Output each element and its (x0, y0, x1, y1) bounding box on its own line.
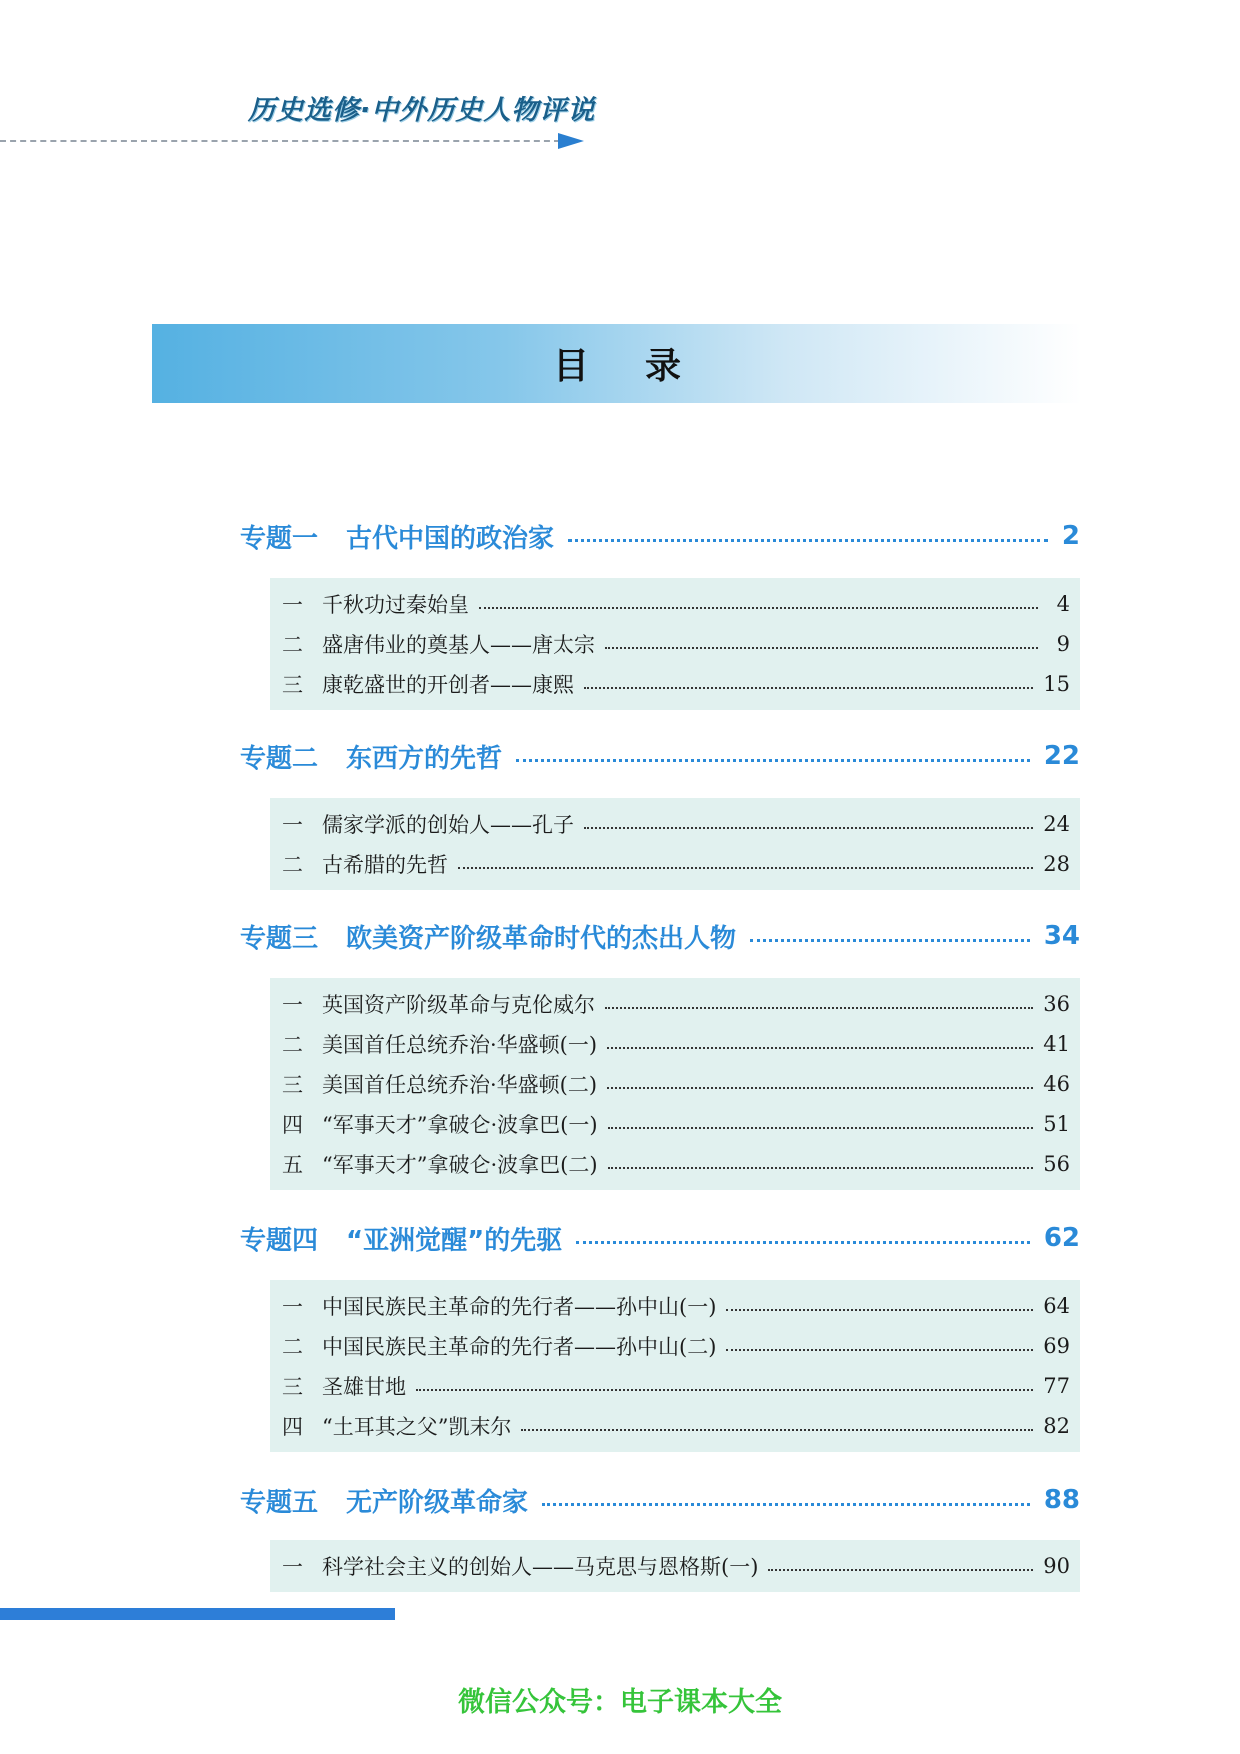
lesson-title: 千秋功过秦始皇 (322, 593, 469, 617)
lesson-page-number: 90 (1043, 1554, 1070, 1578)
lesson-title: 科学社会主义的创始人——马克思与恩格斯(一) (322, 1555, 759, 1579)
dot-leader (416, 1389, 1033, 1391)
section-page-number: 22 (1043, 741, 1080, 771)
toc-section-4[interactable] (240, 1216, 1080, 1260)
toc-section-2[interactable] (240, 734, 1080, 778)
footer-accent-bar (0, 1608, 395, 1620)
toc-lesson[interactable] (282, 1144, 1070, 1184)
toc-section-5[interactable] (240, 1478, 1080, 1522)
lesson-page-number: 24 (1043, 812, 1070, 836)
toc-lesson[interactable] (282, 1326, 1070, 1366)
toc-lesson[interactable] (282, 1286, 1070, 1326)
dot-leader (458, 867, 1033, 869)
toc-lesson[interactable] (282, 1024, 1070, 1064)
lesson-page-number: 15 (1043, 672, 1070, 696)
dot-leader (568, 539, 1048, 542)
lesson-number: 四 (282, 1113, 303, 1137)
section-title: 古代中国的政治家 (346, 523, 555, 554)
toc-section-3[interactable] (240, 914, 1080, 958)
lesson-number: 一 (282, 1295, 303, 1319)
arrow-right-icon (558, 133, 584, 149)
lesson-title: 中国民族民主革命的先行者——孙中山(一) (322, 1295, 717, 1319)
lesson-title: “土耳其之父”凯末尔 (322, 1415, 512, 1439)
section-number: 专题四 (240, 1225, 319, 1256)
header-dashed-rule (0, 140, 560, 142)
toc-lesson[interactable] (282, 1546, 1070, 1586)
lesson-number: 一 (282, 813, 303, 837)
dot-leader (584, 687, 1033, 689)
dot-leader (479, 607, 1038, 609)
section-title: 无产阶级革命家 (346, 1487, 529, 1518)
dot-leader (576, 1241, 1030, 1244)
lesson-page-number: 82 (1043, 1414, 1070, 1438)
lesson-title: 古希腊的先哲 (322, 853, 448, 877)
dot-leader (605, 1007, 1033, 1009)
section-page-number: 88 (1043, 1485, 1080, 1515)
lesson-page-number: 51 (1043, 1112, 1070, 1136)
toc-section-1[interactable] (240, 514, 1080, 558)
lesson-number: 三 (282, 673, 303, 697)
toc-banner (152, 324, 1082, 403)
lesson-title: 圣雄甘地 (322, 1375, 406, 1399)
toc-lesson[interactable] (282, 844, 1070, 884)
lesson-title: 中国民族民主革命的先行者——孙中山(二) (322, 1335, 717, 1359)
lesson-number: 五 (282, 1153, 303, 1177)
dot-leader (608, 1167, 1034, 1169)
lesson-title: “军事天才”拿破仑·波拿巴(二) (322, 1153, 598, 1177)
dot-leader (605, 647, 1038, 649)
lesson-title: 美国首任总统乔治·华盛顿(一) (322, 1033, 598, 1057)
lesson-page-number: 4 (1056, 592, 1070, 616)
dot-leader (726, 1309, 1033, 1311)
dot-leader (726, 1349, 1033, 1351)
lesson-number: 二 (282, 853, 303, 877)
section-title: “亚洲觉醒”的先驱 (346, 1225, 563, 1256)
lesson-title: 英国资产阶级革命与克伦威尔 (322, 993, 595, 1017)
lesson-number: 二 (282, 633, 303, 657)
toc-title: 目录 (552, 346, 737, 387)
lesson-page-number: 69 (1043, 1334, 1070, 1358)
dot-leader (542, 1503, 1030, 1506)
lesson-number: 一 (282, 1555, 303, 1579)
dot-leader (516, 759, 1030, 762)
dot-leader (608, 1127, 1034, 1129)
lesson-list (270, 578, 1080, 710)
dot-leader (750, 939, 1030, 942)
lesson-number: 一 (282, 993, 303, 1017)
section-page-number: 34 (1043, 921, 1080, 951)
lesson-title: 康乾盛世的开创者——康熙 (322, 673, 574, 697)
toc-lesson[interactable] (282, 664, 1070, 704)
toc-lesson[interactable] (282, 624, 1070, 664)
lesson-list (270, 1280, 1080, 1452)
toc-lesson[interactable] (282, 1104, 1070, 1144)
toc-lesson[interactable] (282, 804, 1070, 844)
lesson-number: 三 (282, 1073, 303, 1097)
lesson-page-number: 9 (1056, 632, 1070, 656)
lesson-number: 二 (282, 1335, 303, 1359)
dot-leader (521, 1429, 1033, 1431)
watermark-text: 微信公众号：电子课本大全 (458, 1687, 782, 1718)
section-number: 专题五 (240, 1487, 319, 1518)
lesson-title: 美国首任总统乔治·华盛顿(二) (322, 1073, 598, 1097)
lesson-number: 三 (282, 1375, 303, 1399)
lesson-page-number: 46 (1043, 1072, 1070, 1096)
section-number: 专题一 (240, 523, 319, 554)
lesson-page-number: 41 (1043, 1032, 1070, 1056)
toc-lesson[interactable] (282, 1406, 1070, 1446)
toc-lesson[interactable] (282, 984, 1070, 1024)
lesson-title: 儒家学派的创始人——孔子 (322, 813, 574, 837)
lesson-page-number: 77 (1043, 1374, 1070, 1398)
lesson-number: 一 (282, 593, 303, 617)
lesson-list (270, 978, 1080, 1190)
lesson-page-number: 28 (1043, 852, 1070, 876)
lesson-title: “军事天才”拿破仑·波拿巴(一) (322, 1113, 598, 1137)
dot-leader (768, 1569, 1033, 1571)
lesson-page-number: 36 (1043, 992, 1070, 1016)
lesson-list (270, 798, 1080, 890)
section-number: 专题三 (240, 923, 319, 954)
toc-lesson[interactable] (282, 584, 1070, 624)
section-title: 欧美资产阶级革命时代的杰出人物 (346, 923, 737, 954)
toc-lesson[interactable] (282, 1366, 1070, 1406)
lesson-page-number: 64 (1043, 1294, 1070, 1318)
section-page-number: 62 (1043, 1223, 1080, 1253)
dot-leader (584, 827, 1033, 829)
lesson-number: 四 (282, 1415, 303, 1439)
dot-leader (607, 1087, 1033, 1089)
section-number: 专题二 (240, 743, 319, 774)
toc-lesson[interactable] (282, 1064, 1070, 1104)
lesson-list (270, 1540, 1080, 1592)
lesson-number: 二 (282, 1033, 303, 1057)
book-series-title: 历史选修·中外历史人物评说 (248, 95, 596, 126)
lesson-page-number: 56 (1043, 1152, 1070, 1176)
dot-leader (607, 1047, 1033, 1049)
lesson-title: 盛唐伟业的奠基人——唐太宗 (322, 633, 595, 657)
section-page-number: 2 (1061, 521, 1080, 551)
section-title: 东西方的先哲 (346, 743, 503, 774)
